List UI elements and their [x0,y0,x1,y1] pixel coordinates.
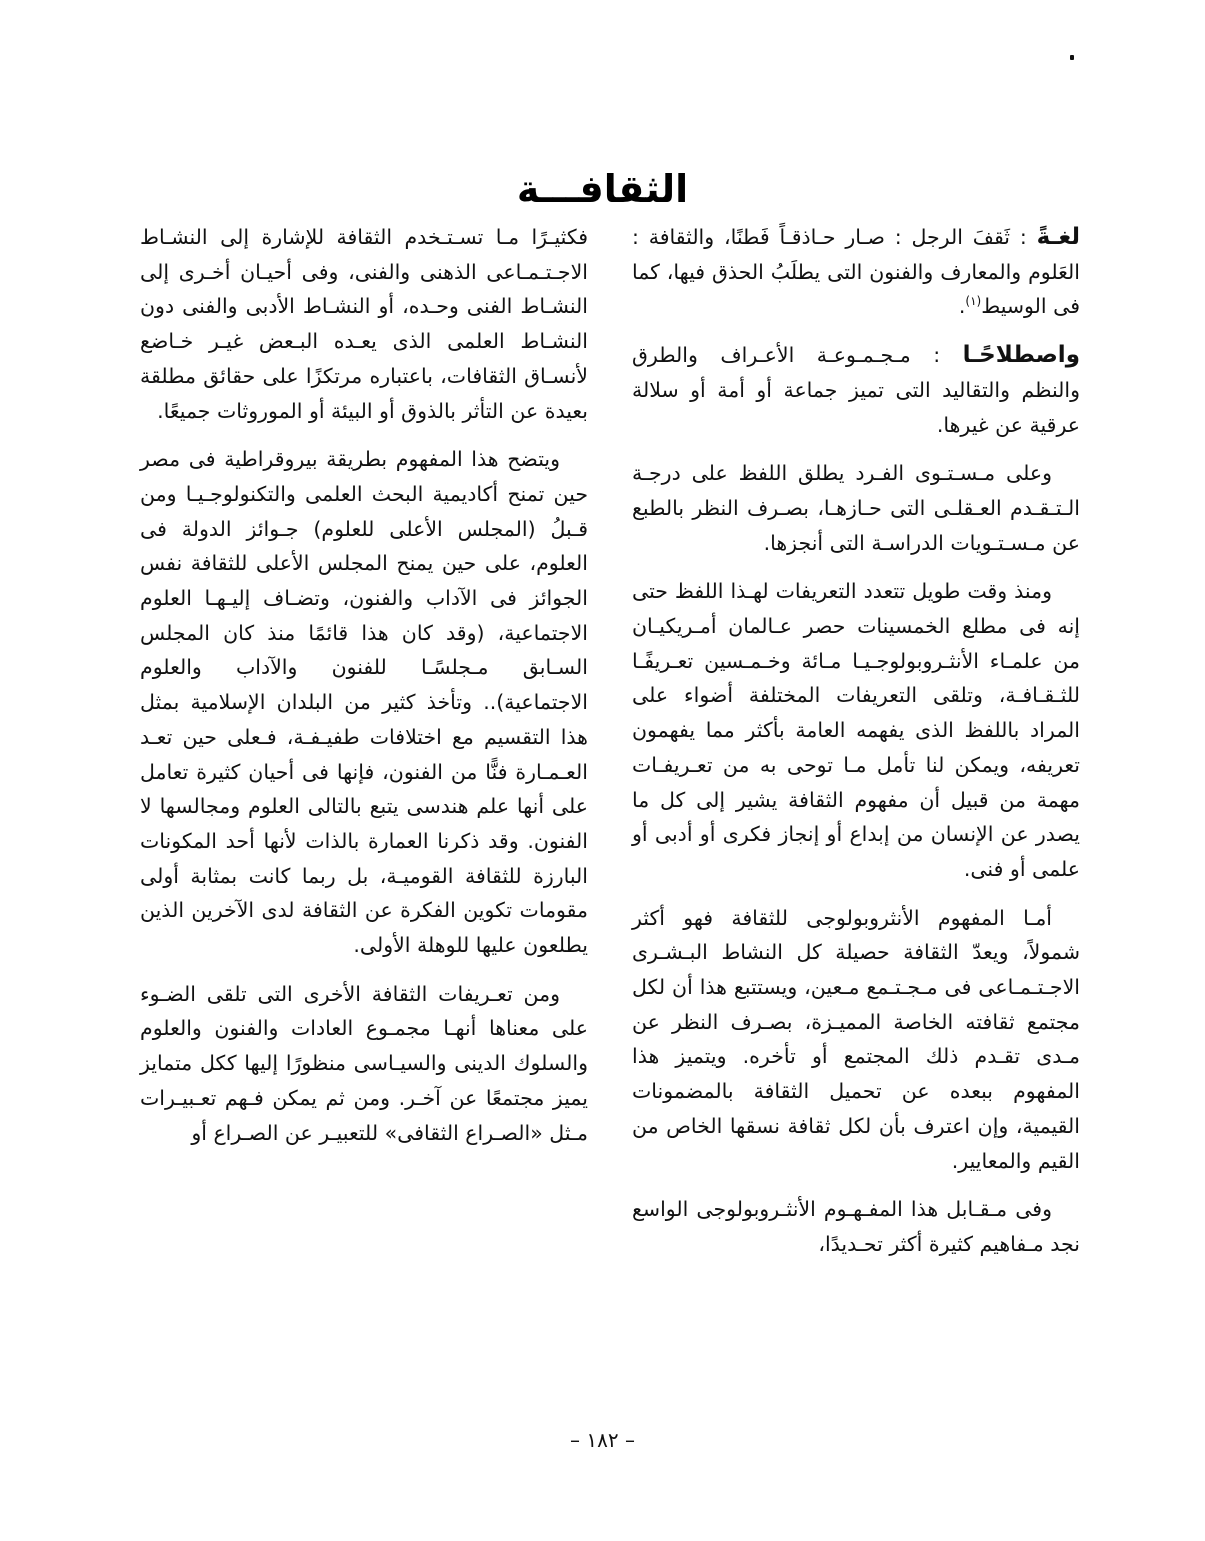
page-number: – ١٨٢ – [570,1428,635,1452]
term-linguistic: لغـةً [1036,224,1080,250]
definition-linguistic [632,220,1080,324]
definition-linguistic-text: : ثَقفَ الرجل : صـار حـاذقـاً فَطنًا، والثقافة : العَلوم والمعارف والفنون التى يطلَبُ الحذق فيها، كما فى الوسيط [632,225,1080,319]
definition-technical [632,338,1080,442]
definition-technical-text: : مـجـمـوعـة الأعـراف والطرق والنظم والتقاليد التى تميز جماعة أو أمة أو سلالة عرقية عن غيرها. [632,343,1080,437]
paragraph: أمـا المفهوم الأنثروبولوجى للثقافة فهو أكثر شمولاً، ويعدّ الثقافة حصيلة كل النشاط البـشـرى الاجـتـمـاعى فى مـجـتـمع مـعين، ويستتبع هذا أن لكل مجتمع ثقافته الخاصة المميـزة، بصـرف النظر عن مـدى تقـدم ذلك المجتمع أو تأخره. ويتميز هذا المفهوم ببعده عن تحميل الثقافة بالمضمونات القيمية، وإن اعترف بأن لكل ثقافة نسقها الخاص من القيم والمعايير. [632,905,1080,1173]
page-title: الثقافـــة [516,167,689,212]
paragraph: وعلى مـسـتـوى الفـرد يطلق اللفظ على درجـة الـتـقـدم العـقلـى التى حـازهـا، بصـرف النظر بالطبع عن مـسـتـويات الدراسـة التى أنجزها. [632,461,1080,555]
paragraph: فكثيـرًا مـا تسـتـخدم الثقافة للإشارة إلى النشـاط الاجـتـمـاعى الذهنى والفنى، وفى أحيـان أخـرى إلى النشـاط الفنى وحـده، أو النشـاط الأدبى والفنى دون النشـاط العلمى الذى يعـده البـعض غيـر خـاضع لأنسـاق الثقافات، باعتباره مرتكزًا على حقائق مطلقة بعيدة عن التأثر بالذوق أو البيئة أو الموروثات جميعًا. [140,225,588,423]
right-column [632,220,1080,1276]
paragraph: ويتضح هذا المفهوم بطريقة بيروقراطية فى مصر حين تمنح أكاديمية البحث العلمى والتكنولوجـيـا ومن قـبلُ (المجلس الأعلى للعلوم) جـوائز الدولة فى العلوم، على حين يمنح المجلس الأعلى للثقافة نفس الجوائز فى الآداب والفنون، وتضـاف إليـهـا العلوم الاجتماعية، (وقد كان هذا قائمًا منذ كان المجلس السـابق مـجلسًـا للفنون والآداب والعلوم الاجتماعية).. وتأخذ كثير من البلدان الإسلامية بمثل هذا التقسيم مع اختلافات طفيـفـة، فـعلى حين تعـد العـمـارة فنًّا من الفنون، فإنها فى أحيان كثيرة تعامل على أنها علم هندسى يتبع بالتالى العلوم ومجالسها لا الفنون. وقد ذكرنا العمارة بالذات لأنها أحد المكونات البارزة للثقافة القوميـة، بل ربما كانت بمثابة أولى مقومات تكوين الفكرة عن الثقافة لدى الآخرين الذين يطلعون عليها للوهلة الأولى. [140,447,588,958]
footnote-marker[interactable]: (١) [965,294,982,309]
scan-artifact-dot [1070,55,1074,60]
term-technical: واصطلاحًـا [962,342,1080,369]
left-column [140,220,588,1164]
paragraph: وفى مـقـابل هذا المفـهـوم الأنثـروبولوجى الواسع نجد مـفاهيم كثيرة أكثر تحـديدًا، [632,1197,1080,1256]
definition-linguistic-end: . [958,294,966,319]
paragraph: ومن تعـريفات الثقافة الأخرى التى تلقى الضـوء على معناها أنهـا مجمـوع العادات والفنون والعلوم والسلوك الدينى والسيـاسى منظورًا إليها ككل متمايز يميز مجتمعًا عن آخـر. ومن ثم يمكن فـهم تعـبيـرات مـثل «الصـراع الثقافى» للتعبيـر عن الصـراع أو [140,981,588,1145]
paragraph: ومنذ وقت طويل تتعدد التعريفات لهـذا اللفظ حتى إنه فى مطلع الخمسينات حصر عـالمان أمـريكيـان من علمـاء الأنثـروبولوجـيـا مـائة وخـمـسين تعـريفًـا للثـقـافـة، وتلقى التعريفات المختلفة أضواء على المراد باللفظ الذى يفهمه العامة بأكثر مما يفهمون تعريفه، ويمكن لنا تأمل مـا توحى به من تعـريفـات مهمة من قبيل أن مفهوم الثقافة يشير إلى كل ما يصدر عن الإنسان من إبداع أو إنجاز فكرى أو أدبى أو علمى أو فنى. [632,579,1080,881]
